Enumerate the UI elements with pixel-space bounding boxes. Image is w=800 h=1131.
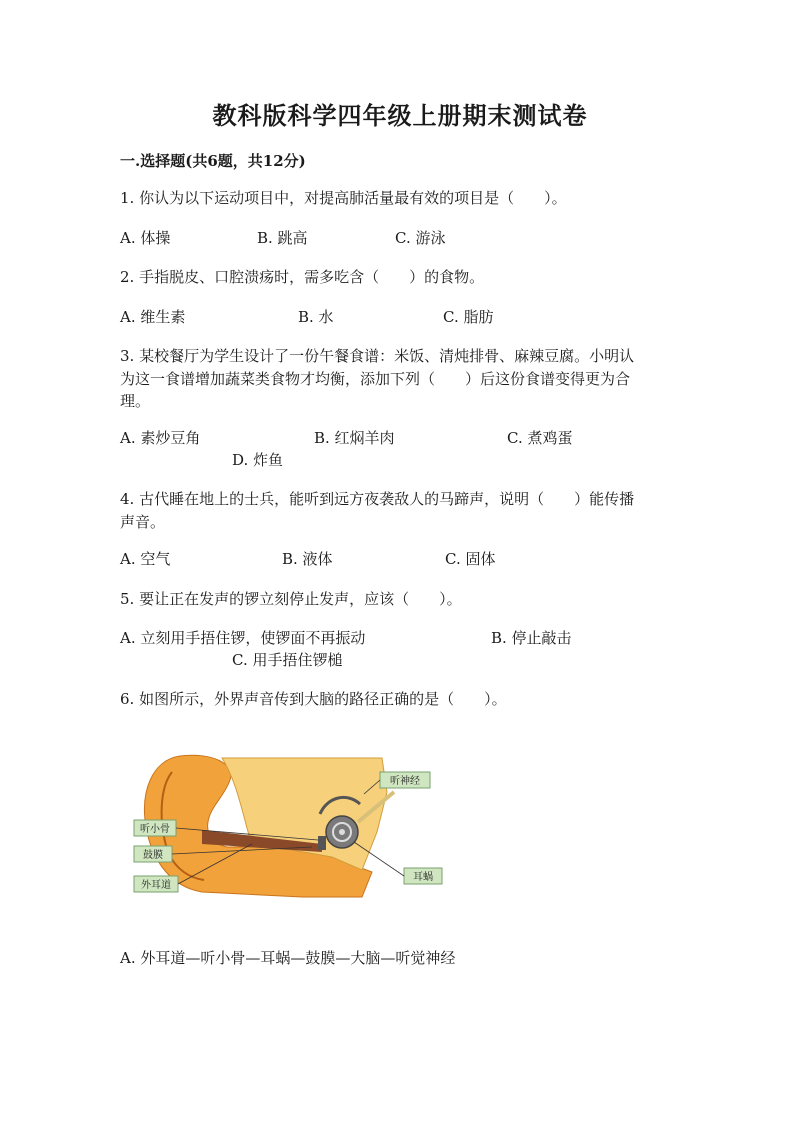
question-4-stem-line-2: 声音。 (120, 513, 166, 531)
question-2-option-b[interactable]: B. 水 (298, 308, 334, 326)
question-5-option-b[interactable]: B. 停止敲击 (491, 629, 572, 647)
question-4-option-c[interactable]: C. 固体 (445, 550, 496, 568)
question-3-option-d[interactable]: D. 炸鱼 (232, 451, 284, 469)
question-2-option-c[interactable]: C. 脂肪 (443, 308, 494, 326)
ear-anatomy-diagram (132, 752, 452, 902)
auditory-nerve-label: 听神经 (390, 776, 420, 787)
section-heading: 一.选择题(共6题，共12分) (120, 152, 306, 170)
question-4-option-b[interactable]: B. 液体 (282, 550, 333, 568)
question-1-stem: 1. 你认为以下运动项目中，对提高肺活量最有效的项目是（ ）。 (120, 189, 567, 207)
question-3-option-b[interactable]: B. 红焖羊肉 (314, 429, 395, 447)
question-1-option-b[interactable]: B. 跳高 (257, 229, 308, 247)
question-1-option-c[interactable]: C. 游泳 (395, 229, 446, 247)
question-3-stem-line-1: 3. 某校餐厅为学生设计了一份午餐食谱：米饭、清炖排骨、麻辣豆腐。小明认 (120, 347, 635, 365)
page-title: 教科版科学四年级上册期末测试卷 (212, 101, 588, 130)
question-6-stem: 6. 如图所示，外界声音传到大脑的路径正确的是（ ）。 (120, 690, 507, 708)
ear-canal-label: 外耳道 (141, 880, 171, 891)
question-4-option-a[interactable]: A. 空气 (120, 550, 171, 568)
question-3-stem-line-2: 为这一食谱增加蔬菜类食物才均衡，添加下列（ ）后这份食谱变得更为合 (120, 370, 631, 388)
question-5-stem: 5. 要让正在发声的锣立刻停止发声，应该（ ）。 (120, 590, 462, 608)
question-2-stem: 2. 手指脱皮、口腔溃疡时，需多吃含（ ）的食物。 (120, 268, 485, 286)
eardrum-label: 鼓膜 (143, 850, 163, 861)
question-6-option-a[interactable]: A. 外耳道—听小骨—耳蜗—鼓膜—大脑—听觉神经 (120, 949, 456, 967)
ossicle-shape (318, 836, 326, 850)
question-2-option-a[interactable]: A. 维生素 (120, 308, 186, 326)
question-1-option-a[interactable]: A. 体操 (120, 229, 171, 247)
question-3-stem-line-3: 理。 (120, 392, 151, 410)
question-4-stem-line-1: 4. 古代睡在地上的士兵，能听到远方夜袭敌人的马蹄声，说明（ ）能传播 (120, 490, 635, 508)
question-3-option-a[interactable]: A. 素炒豆角 (120, 429, 201, 447)
question-5-option-c[interactable]: C. 用手捂住锣槌 (232, 651, 343, 669)
question-3-option-c[interactable]: C. 煮鸡蛋 (507, 429, 573, 447)
question-5-option-a[interactable]: A. 立刻用手捂住锣，使锣面不再振动 (120, 629, 366, 647)
cochlea-center (339, 829, 345, 835)
cochlea-label: 耳蜗 (413, 872, 433, 883)
ossicles-label: 听小骨 (140, 824, 170, 835)
